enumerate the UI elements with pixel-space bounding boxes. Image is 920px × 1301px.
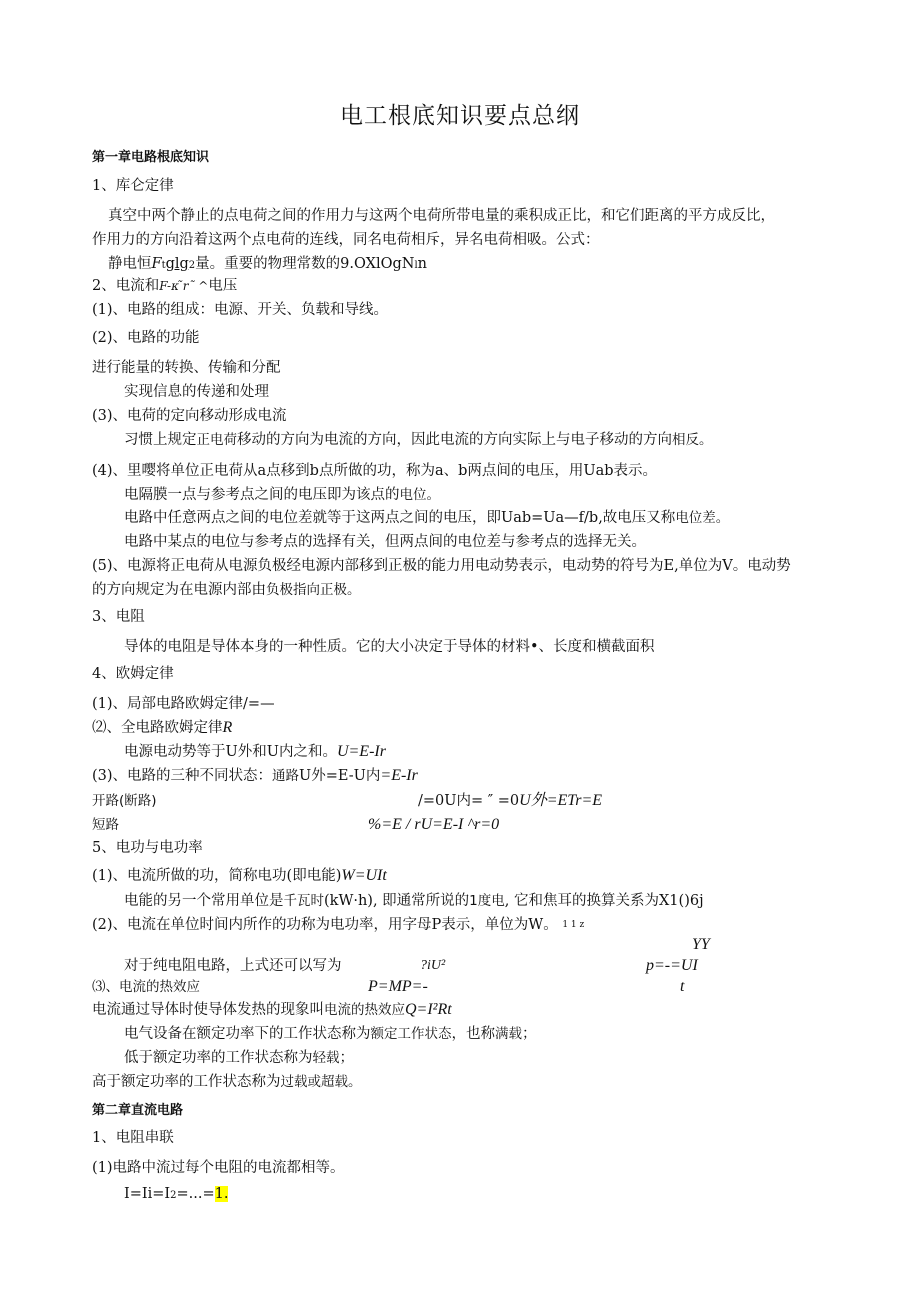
formula-fragment: P=MP=- <box>368 978 428 995</box>
text-span: 电气设备在额定功率下的工作状态称为 <box>124 1026 371 1042</box>
paragraph-line: 进行能量的转换、传输和分配 <box>92 360 281 376</box>
formula-fragment: ?iU² <box>420 958 446 973</box>
text-span: /=0U内= ″ =0 <box>418 793 520 809</box>
text-span: (1)、电流所做的功，简称电功(即电能) <box>92 868 342 884</box>
list-item: ⑶、电流的热效应 <box>92 979 200 995</box>
text-span: 电流通过导体时使导体发热的现象叫 <box>92 1002 324 1018</box>
emphasis-term: 满载 <box>495 1026 522 1042</box>
list-item <box>92 718 232 738</box>
text-span: 电路中任意两点之间的电位差就等于这两点之间的电压，即Uab=Ua—f/b,故电压又称 <box>124 510 676 526</box>
paragraph-line: 导体的电阻是导体本身的一种性质。它的大小决定于导体的材料•、长度和横截面积 <box>124 639 655 655</box>
text-span: 高于额定功率的工作状态称为 <box>92 1074 281 1090</box>
text-span: U外=E-U内 <box>299 768 381 784</box>
paragraph-line: 作用力的方向沿着这两个点电荷的连线，同名电荷相斥，异名电荷相吸。公式： <box>92 232 600 248</box>
paragraph-line <box>124 742 386 762</box>
text-span: 移动的方向为电流的方向，因此电流的方向实际上与电子移动的方向 <box>237 432 672 448</box>
list-item <box>92 866 387 886</box>
paragraph-line <box>92 1000 452 1020</box>
state-formula: %=E / rU=E-I ^r=0 <box>368 816 500 833</box>
text-span: 开路 <box>92 793 119 809</box>
paragraph-line <box>92 1072 362 1092</box>
subscript: t <box>161 260 166 271</box>
formula-span: glg <box>165 256 189 272</box>
emphasis-term: 正电荷 <box>196 432 237 448</box>
paragraph-line <box>124 1024 537 1044</box>
emphasis-term: 轻载 <box>312 1050 340 1066</box>
text-span: ； <box>339 1050 354 1066</box>
emphasis-term: 相反。 <box>672 432 713 448</box>
stray-mark: 1 1 z <box>562 920 585 930</box>
text-span: ，也称 <box>451 1026 495 1042</box>
formula-line <box>124 1184 228 1206</box>
text-span: 量。重要的物理常数的9.OXlOgN <box>195 256 415 272</box>
paragraph-line: 实现信息的传递和处理 <box>124 384 269 400</box>
paragraph-line <box>124 430 713 450</box>
chapter-1-heading: 第一章电路根底知识 <box>92 150 210 165</box>
paragraph-line: 电路中某点的电位与参考点的选择有关，但两点间的电位差与参考点的选择无关。 <box>124 534 646 550</box>
text-span: (kW·h), 即通常所说的 <box>324 893 470 909</box>
section-3-heading: 3、电阻 <box>92 609 145 625</box>
formula-span: =E-Ir <box>380 767 418 784</box>
subscript: 2 <box>170 1190 177 1201</box>
paragraph-line: 对于纯电阻电路，上式还可以写为 <box>124 958 342 974</box>
list-item: (5)、电源将正电荷从电源负极经电源内部移到正极的能力用电动势表示，电动势的符号为E,单位为V。电动势 <box>92 558 791 574</box>
formula-span: R <box>222 719 233 736</box>
emphasis-term: 电位差。 <box>675 510 730 526</box>
text-span: ； <box>522 1026 537 1042</box>
text-span: I=Ii=I <box>124 1186 171 1202</box>
text-span: 电隔膜一点与参考点之间的电压即为该点的 <box>124 487 400 503</box>
state-formula <box>418 791 602 811</box>
paragraph-line <box>124 485 440 505</box>
text-span: 习惯上规定 <box>124 432 197 448</box>
emphasis-term: 电位。 <box>399 487 440 503</box>
highlighted-text: 1. <box>214 1186 229 1202</box>
subscript: 2 <box>188 260 196 271</box>
emphasis-term: 千瓦时 <box>283 893 324 909</box>
text-span: (3)、电路的三种不同状态： <box>92 768 273 784</box>
emphasis-term: 通路 <box>272 768 300 784</box>
formula-span: U=E-Ir <box>336 743 386 760</box>
emphasis-term: 过载或超载。 <box>280 1074 362 1090</box>
text-span: 2、电流和 <box>92 278 160 294</box>
paragraph-line <box>124 891 704 911</box>
emphasis-term: 1度电 <box>469 893 505 909</box>
emphasis-term: 负极指向正极。 <box>266 582 361 598</box>
list-item: (2)、电路的功能 <box>92 330 200 346</box>
list-item: (3)、电荷的定向移动形成电流 <box>92 408 287 424</box>
text-span: 低于额定功率的工作状态称为 <box>124 1050 313 1066</box>
section-heading: 1、电阻串联 <box>92 1130 174 1146</box>
text-span: 静电恒 <box>108 256 152 272</box>
text-span: 的方向规定为在电源内部由 <box>92 582 266 598</box>
emphasis-term: 电流的热效应 <box>324 1002 405 1018</box>
text-span: 电源电动势等于U外和U内之和。 <box>124 744 337 760</box>
paragraph-line: 真空中两个静止的点电荷之间的作用力与这两个电荷所带电量的乘积成正比，和它们距离的平方成反比， <box>108 208 775 224</box>
document-title: 电工根底知识要点总纲 <box>340 103 580 129</box>
text-span: (2)、电流在单位时间内所作的功称为电功率，用字母P表示，单位为W。 <box>92 917 558 933</box>
emphasis-term: 额定工作状态 <box>370 1026 452 1042</box>
list-item: (4)、里嘤将单位正电荷从a点移到b点所做的功，称为a、b两点间的电压，用Uab表示。 <box>92 463 658 479</box>
list-item <box>92 915 584 935</box>
state-label: 短路 <box>92 817 119 833</box>
list-item: (1)、局部电路欧姆定律/=— <box>92 696 275 712</box>
paragraph-line <box>124 508 729 528</box>
formula-fragment: t <box>680 978 685 995</box>
formula-fragment: p=-=UI <box>646 957 698 974</box>
text-span: 电能的另一个常用单位是 <box>124 893 284 909</box>
section-1-heading: 1、库仑定律 <box>92 178 174 194</box>
text-span: =...= <box>176 1186 215 1202</box>
paragraph-line <box>92 580 361 600</box>
list-item <box>92 766 418 786</box>
paragraph-line <box>124 1048 354 1068</box>
formula-span: W=UIt <box>341 867 387 884</box>
formula-span: U外=ETr=E <box>519 792 603 809</box>
text-span: 电压 <box>208 278 238 294</box>
chapter-2-heading: 第二章直流电路 <box>92 1103 184 1118</box>
section-4-heading: 4、欧姆定律 <box>92 666 174 682</box>
formula-span: F-κ ̃r˜ ^ <box>159 279 209 293</box>
text-span: , 它和焦耳的换算关系为X1()6j <box>504 893 704 909</box>
section-5-heading: 5、电功与电功率 <box>92 840 203 856</box>
text-span: n <box>417 256 428 272</box>
formula-span: F <box>151 256 162 272</box>
section-2-heading <box>92 276 237 296</box>
list-item: (1)电路中流过每个电阻的电流都相等。 <box>92 1160 345 1176</box>
subscript: l <box>414 260 418 271</box>
formula-line <box>108 254 427 276</box>
formula-fragment: YY <box>692 936 710 953</box>
text-span: (断路) <box>119 793 157 809</box>
state-label <box>92 791 157 811</box>
text-span: ⑵、全电路欧姆定律 <box>92 720 223 736</box>
list-item: (1)、电路的组成：电源、开关、负载和导线。 <box>92 302 389 318</box>
formula-span: Q=I²Rt <box>405 1001 452 1018</box>
